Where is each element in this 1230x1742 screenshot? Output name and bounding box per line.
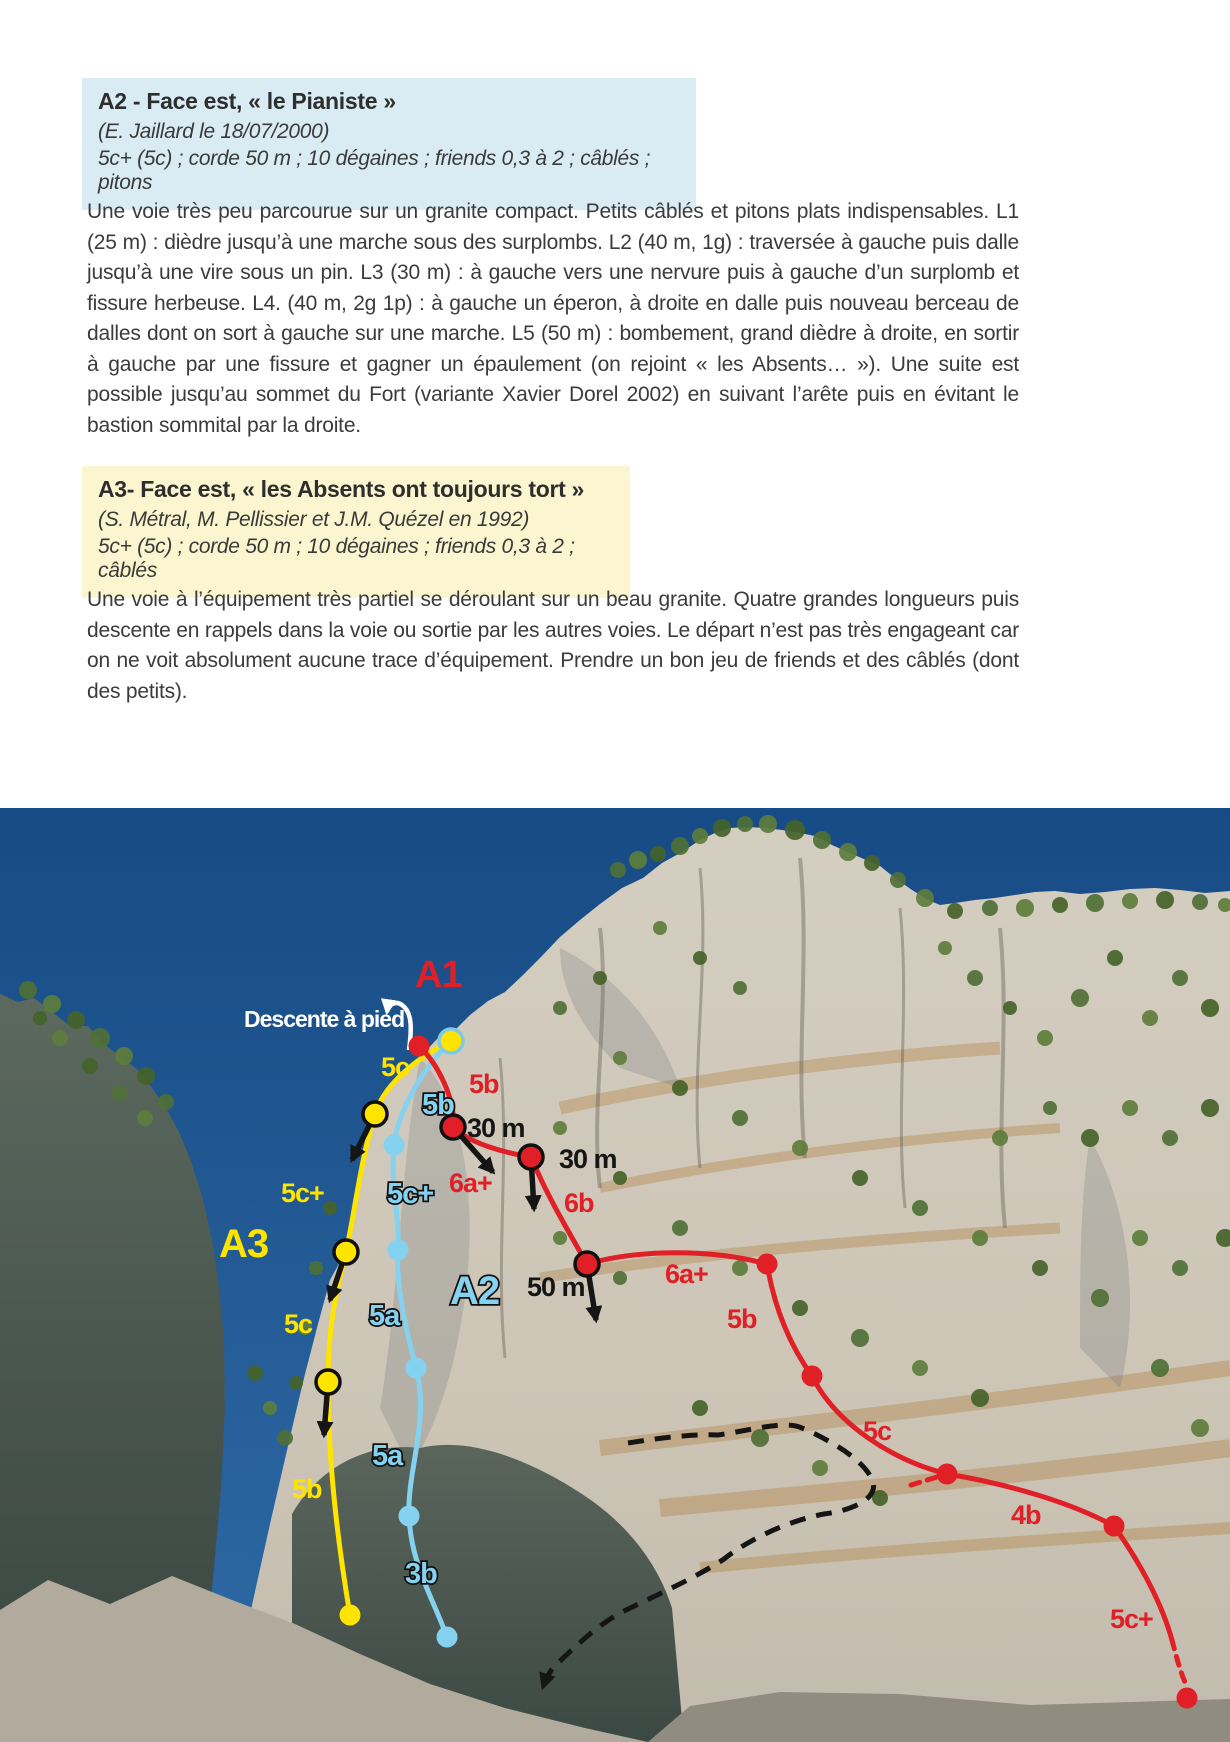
tree [785,820,805,840]
belay-dot-A1-red [409,1036,430,1057]
tree [553,1001,567,1015]
tree [912,1360,928,1376]
tree [629,851,647,869]
tree [67,1011,85,1029]
route-description-a3: Une voie à l’équipement très partiel se déroulant sur un beau granite. Quatre grandes longueurs puis descente en rappels dans la voie ou sortie par les autres voies. Le départ n’est pas très engageant car on ne voit absolument aucune trace d’équipement. Prendre un bon jeu de friends et des câblés (dont des petits). [87,588,1019,703]
tree [792,1300,808,1316]
photo-label: 5b [292,1474,322,1505]
tree [693,951,707,965]
photo-label: 5c+ [387,1177,434,1210]
tree [1071,989,1089,1007]
photo-label: Descente à pied [244,1005,405,1032]
photo-label: 6b [564,1188,594,1219]
photo-label: 5c [381,1052,410,1083]
tree [263,1401,277,1415]
photo-label: 6a+ [449,1168,492,1199]
photo-label: 5a [372,1439,403,1472]
route-info-box-a2 [82,78,696,210]
tree [992,1130,1008,1146]
belay-dot-A2-blue [388,1240,409,1261]
photo-label: 30 m [559,1144,617,1175]
photo-label: 5b [469,1069,499,1100]
tree [1162,1130,1178,1146]
tree [1156,891,1174,909]
route-credit-a3: (S. Métral, M. Pellissier et J.M. Quézel en 1992) [98,508,530,531]
belay-dot-A1-red [1104,1516,1125,1537]
tree [650,846,666,862]
belay-dot-A2-blue [384,1135,405,1156]
photo-label: 4b [1011,1500,1041,1531]
photo-label: 3b [405,1557,437,1590]
tree [864,855,880,871]
tree [323,1201,337,1215]
belay-dot-A1-red [1177,1688,1198,1709]
tree [137,1110,153,1126]
tree [112,1085,128,1101]
tree [1132,1230,1148,1246]
belay-dot-A2-blue [399,1506,420,1527]
route-title-a2: A2 - Face est, « le Pianiste » [98,88,396,114]
tree [1016,899,1034,917]
topo-svg [0,808,1230,1742]
tree [1192,894,1208,910]
tree [1091,1289,1109,1307]
route-specs-a2: 5c+ (5c) ; corde 50 m ; 10 dégaines ; friends 0,3 à 2 ; câblés ; pitons [98,147,651,194]
tree [553,1121,567,1135]
tree [947,903,963,919]
tree [33,1011,47,1025]
tree [52,1030,68,1046]
belay-dot-A2-blue [437,1627,458,1648]
tree [672,1080,688,1096]
route-title-a3: A3- Face est, « les Absents ont toujours tort » [98,476,585,502]
tree [672,1220,688,1236]
tree [1142,1010,1158,1026]
tree [1172,970,1188,986]
belay-dot-A3-yellow [334,1240,358,1264]
tree [19,981,37,999]
tree [971,1389,989,1407]
tree [115,1047,133,1065]
photo-label: A2 [450,1268,500,1313]
tree [593,971,607,985]
belay-dot-A2-blue [406,1358,427,1379]
route-description-a2: Une voie très peu parcourue sur un granite compact. Petits câblés et pitons plats indispensables. L1 (25 m) : dièdre jusqu’à une marche sous des surplombs. L2 (40 m, 1g) : traversée à gauche puis dalle jusqu’à une vire sous un pin. L3 (30 m) : à gauche vers une nervure puis à gauche d’un surplomb et fissure herbeuse. L4. (40 m, 2g 1p) : à gauche un éperon, à droite en dalle puis nouveau berceau de dalles dont on sort à gauche sur une marche. L5 (50 m) : bombement, grand dièdre à droite, en sortir à gauche par une fissure et gagner un épaulement (on rejoint « les Absents… »). Une suite est possible jusqu’au sommet du Fort (variante Xavier Dorel 2002) en suivant l’arête puis en évitant le bastion sommital par la droite. [87,200,1019,437]
belay-dot-A1-red [757,1254,778,1275]
tree [309,1261,323,1275]
tree [1032,1260,1048,1276]
tree [1151,1359,1169,1377]
tree [912,1200,928,1216]
tree [1037,1030,1053,1046]
tree [1122,893,1138,909]
tree [852,1170,868,1186]
tree [890,872,906,888]
tree [1003,1001,1017,1015]
tree [653,921,667,935]
tree [813,831,831,849]
tree [277,1430,293,1446]
tree [982,900,998,916]
tree [839,843,857,861]
tree [938,941,952,955]
belay-dot-A3-yellow [316,1370,340,1394]
tree [553,1231,567,1245]
tree [671,837,689,855]
tree [916,889,934,907]
tree [1201,999,1219,1017]
belay-dot-A3-yellow [340,1605,361,1626]
photo-label: 30 m [467,1113,525,1144]
tree [289,1376,303,1390]
tree [613,1271,627,1285]
tree [247,1365,263,1381]
tree [692,828,708,844]
belay-dot-A1-red [937,1464,958,1485]
photo-label: 5c [284,1309,313,1340]
tree [1201,1099,1219,1117]
tree [43,995,61,1013]
route-credit-a2: (E. Jaillard le 18/07/2000) [98,120,330,143]
tree [737,816,753,832]
photo-label: 5b [422,1088,454,1121]
tree [1081,1129,1099,1147]
tree [613,1051,627,1065]
tree [158,1094,174,1110]
tree [1122,1100,1138,1116]
photo-label: 5b [727,1304,757,1335]
tree [82,1058,98,1074]
photo-label: A3 [219,1221,269,1266]
photo-label: A1 [415,954,462,997]
photo-label: 50 m [527,1272,585,1303]
belay-dot-A1-red [802,1366,823,1387]
belay-dot-A3-yellow [439,1029,463,1053]
tree [759,815,777,833]
tree [967,970,983,986]
belay-dot-A3-yellow [363,1102,387,1126]
belay-dot-A1-red [519,1145,543,1169]
tree [1043,1101,1057,1115]
photo-label: 5a [369,1299,400,1332]
tree [1172,1260,1188,1276]
tree [733,981,747,995]
tree [1107,950,1123,966]
tree [1086,894,1104,912]
tree [610,862,626,878]
tree [792,1140,808,1156]
tree [1191,1419,1209,1437]
tree [1052,897,1068,913]
route-specs-a3: 5c+ (5c) ; corde 50 m ; 10 dégaines ; friends 0,3 à 2 ; câblés [98,535,575,582]
topo-photo [0,808,1230,1742]
tree [732,1110,748,1126]
tree [90,1028,110,1048]
tree [851,1329,869,1347]
tree [137,1067,155,1085]
tree [713,819,731,837]
tree [692,1400,708,1416]
tree [812,1460,828,1476]
tree [732,1260,748,1276]
tree [972,1230,988,1246]
tree [751,1429,769,1447]
photo-label: 6a+ [665,1259,708,1290]
photo-label: 5c [863,1416,892,1447]
photo-label: 5c+ [1110,1604,1153,1635]
photo-label: 5c+ [281,1178,324,1209]
route-info-box-a3 [82,466,630,598]
